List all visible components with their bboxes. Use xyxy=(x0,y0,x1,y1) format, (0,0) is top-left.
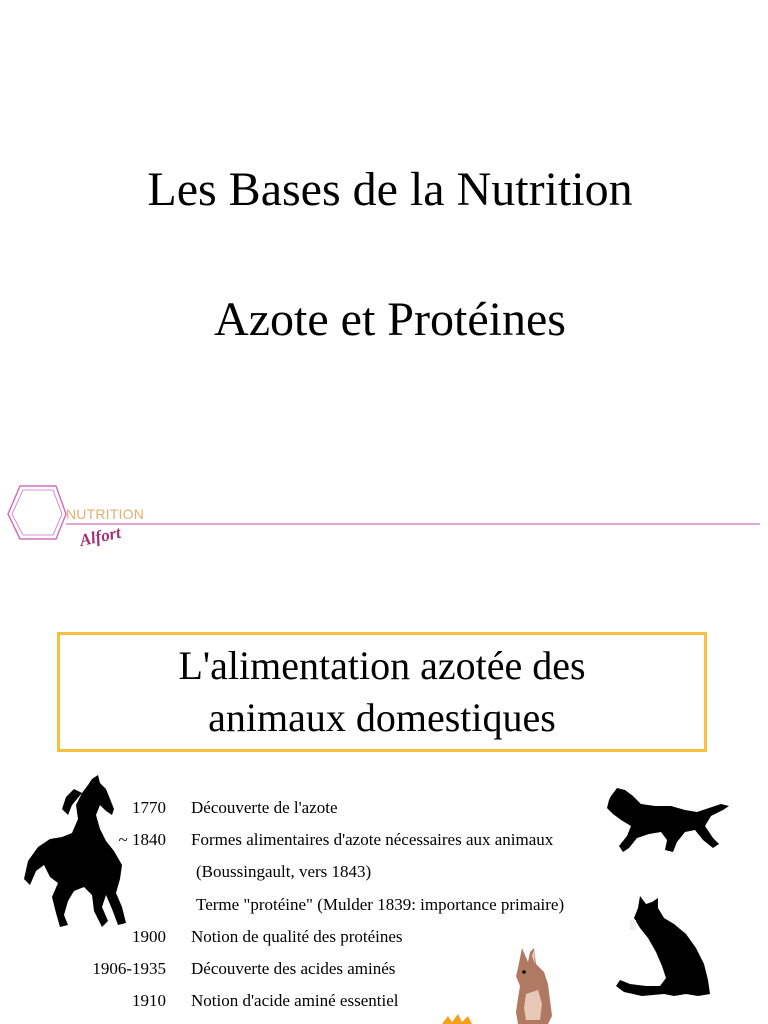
logo-nutrition-text: NUTRITION xyxy=(66,506,145,522)
timeline-text: (Boussingault, vers 1843) xyxy=(196,862,372,881)
nutrition-alfort-logo xyxy=(6,484,766,564)
logo-alfort-text: Alfort xyxy=(77,522,123,551)
timeline-year: 1770 xyxy=(132,798,166,817)
timeline-text: Notion de qualité des protéines xyxy=(191,927,403,946)
timeline-text: Terme "protéine" (Mulder 1839: importance primaire) xyxy=(196,895,565,914)
timeline-year: 1900 xyxy=(132,927,166,946)
slide-title: Les Bases de la Nutrition xyxy=(147,163,633,216)
dog-icon xyxy=(605,786,733,856)
timeline-text: Découverte de l'azote xyxy=(191,798,338,817)
cat-icon xyxy=(612,894,716,999)
timeline-year: 1910 xyxy=(132,991,166,1010)
rabbit-icon xyxy=(508,946,560,1024)
timeline-year: ~ 1840 xyxy=(118,830,166,849)
timeline-year: 1906-1935 xyxy=(92,959,166,978)
sparkle-icon xyxy=(440,1012,480,1024)
timeline-text: Formes alimentaires d'azote nécessaires aux animaux xyxy=(191,830,554,849)
timeline-text: Découverte des acides aminés xyxy=(191,959,396,978)
slide2-title-line2: animaux domestiques xyxy=(208,695,556,740)
hexagon-icon xyxy=(8,486,66,539)
slide2-title-box xyxy=(57,632,707,752)
timeline-text: Notion d'acide aminé essentiel xyxy=(191,991,399,1010)
horse-icon xyxy=(22,775,127,930)
slide-subtitle: Azote et Protéines xyxy=(214,293,566,346)
slide2-title-line1: L'alimentation azotée des xyxy=(178,643,586,688)
